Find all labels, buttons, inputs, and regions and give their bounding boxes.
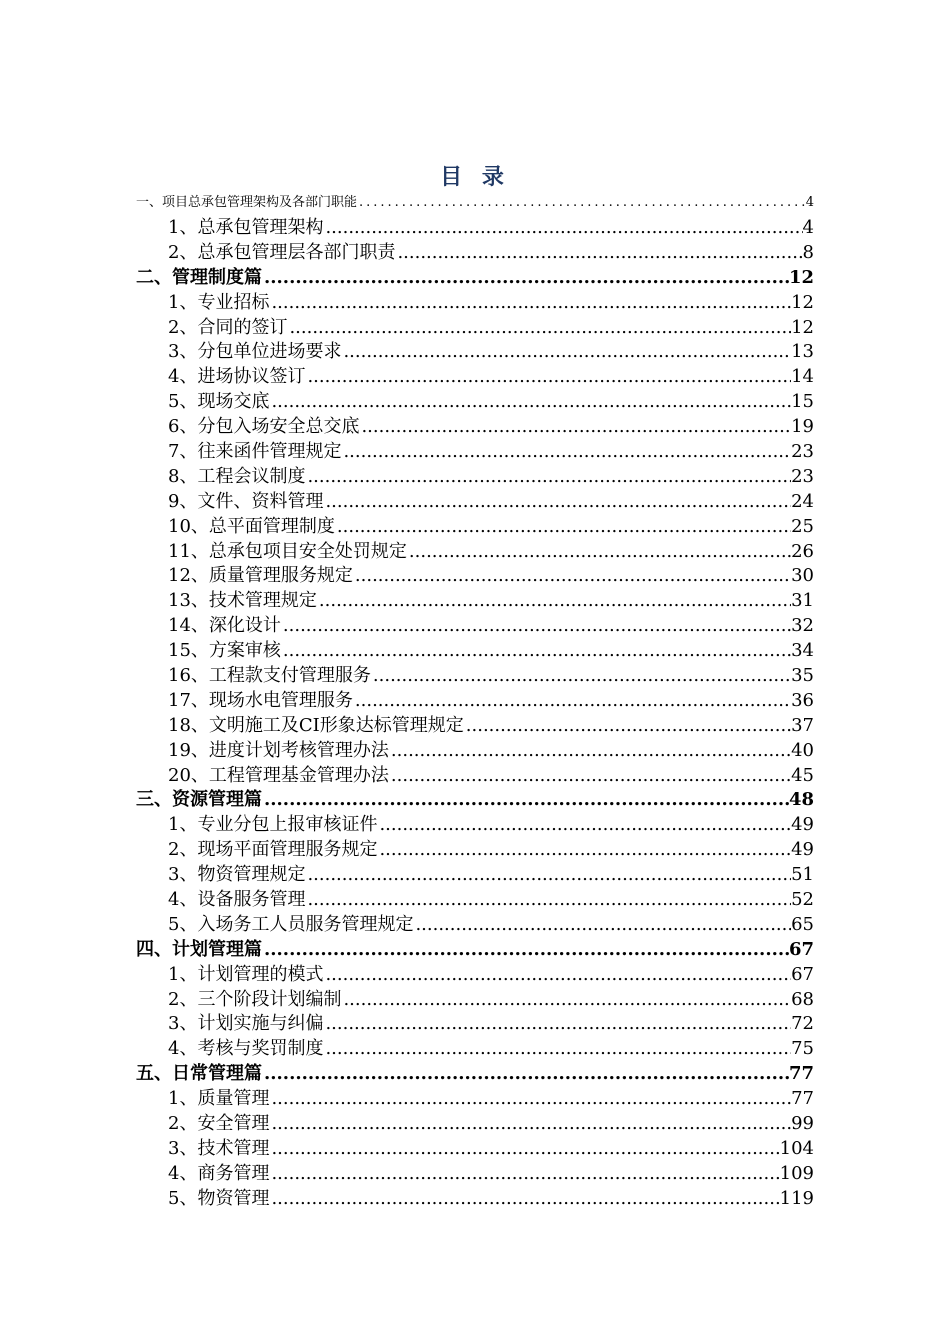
toc-entry-label: 1、计划管理的模式 — [168, 963, 324, 985]
toc-entry-page-number: 49 — [791, 814, 814, 836]
toc-entry[interactable] — [136, 1013, 814, 1038]
toc-entry-page-number: 14 — [791, 366, 814, 388]
toc-entry-label: 五、日常管理篇 — [136, 1063, 262, 1085]
toc-entry-page-number: 75 — [791, 1038, 814, 1060]
toc-entry-label: 5、现场交底 — [168, 391, 270, 413]
dot-leader — [464, 714, 791, 739]
toc-entry-label: 3、技术管理 — [168, 1137, 270, 1159]
toc-entry-label: 7、往来函件管理规定 — [168, 441, 342, 462]
toc-entry[interactable] — [136, 390, 814, 415]
dot-leader — [395, 241, 802, 266]
toc-entry-page-number: 34 — [791, 640, 814, 662]
toc-entry-page-number: 23 — [791, 441, 814, 462]
toc-entry-page-number: 30 — [791, 565, 814, 587]
toc-entry-label: 5、物资管理 — [168, 1187, 270, 1209]
dot-leader — [323, 490, 791, 515]
dot-leader — [335, 515, 791, 540]
dot-leader — [305, 888, 791, 913]
toc-entry[interactable] — [136, 1187, 814, 1212]
dot-leader — [407, 540, 791, 565]
toc-entry[interactable] — [136, 739, 814, 764]
dot-leader — [281, 614, 791, 639]
toc-entry-page-number: 67 — [791, 963, 814, 985]
dot-leader — [353, 564, 791, 589]
dot-leader — [413, 913, 791, 938]
toc-entry-page-number: 4 — [802, 216, 814, 238]
toc-entry-label: 2、安全管理 — [168, 1113, 270, 1135]
toc-entry-label: 4、商务管理 — [168, 1162, 270, 1184]
toc-entry-page-number: 26 — [791, 540, 814, 562]
dot-leader — [389, 764, 791, 789]
dot-leader — [262, 1062, 789, 1087]
toc-entry-page-number: 40 — [791, 739, 814, 761]
dot-leader — [377, 813, 791, 838]
toc-entry-label: 2、三个阶段计划编制 — [168, 988, 342, 1010]
toc-entry-label: 12、质量管理服务规定 — [168, 565, 353, 587]
toc-entry[interactable] — [136, 190, 814, 216]
toc-entry-label: 13、技术管理规定 — [168, 590, 317, 612]
toc-entry[interactable] — [136, 1037, 814, 1062]
toc-entry-page-number: 119 — [779, 1187, 814, 1209]
toc-entry-page-number: 35 — [791, 665, 814, 687]
toc-entry-page-number: 19 — [791, 416, 814, 438]
toc-entry[interactable] — [136, 340, 814, 365]
toc-entry-label: 4、设备服务管理 — [168, 889, 306, 911]
toc-entry[interactable] — [136, 888, 814, 913]
toc-entry[interactable] — [136, 838, 814, 863]
toc-entry[interactable] — [136, 813, 814, 838]
toc-entry[interactable] — [136, 540, 814, 565]
dot-leader — [317, 589, 791, 614]
toc-entry-page-number: 52 — [791, 889, 814, 911]
dot-leader — [341, 988, 791, 1013]
toc-entry-page-number: 12 — [791, 316, 814, 338]
toc-entry[interactable] — [136, 490, 814, 515]
toc-entry[interactable] — [136, 689, 814, 714]
toc-entry-page-number: 12 — [791, 291, 814, 313]
toc-entry[interactable] — [136, 415, 814, 440]
toc-entry-page-number: 48 — [788, 789, 814, 811]
toc-entry-label: 3、计划实施与纠偏 — [168, 1013, 324, 1035]
toc-entry-label: 1、质量管理 — [168, 1088, 270, 1110]
toc-entry[interactable] — [136, 714, 814, 739]
toc-entry-label: 3、分包单位进场要求 — [168, 341, 342, 363]
dot-leader — [269, 1112, 791, 1137]
toc-entry-label: 17、现场水电管理服务 — [168, 689, 353, 711]
toc-entry[interactable] — [136, 316, 814, 341]
toc-entry-label: 2、现场平面管理服务规定 — [168, 839, 378, 861]
toc-entry-label: 3、物资管理规定 — [168, 864, 306, 886]
toc-entry[interactable] — [136, 863, 814, 888]
toc-title: 目 录 — [440, 164, 510, 190]
toc-entry[interactable] — [136, 241, 814, 266]
toc-entry-page-number: 99 — [791, 1113, 814, 1135]
toc-entry-page-number: 77 — [791, 1088, 814, 1110]
dot-leader — [341, 440, 791, 465]
dot-leader — [341, 340, 791, 365]
toc-entry[interactable] — [136, 938, 814, 963]
toc-entry[interactable] — [136, 291, 814, 316]
toc-entry-page-number: 45 — [791, 764, 814, 786]
toc-entry-label: 18、文明施工及CI形象达标管理规定 — [168, 714, 464, 736]
dot-leader — [262, 266, 789, 291]
toc-entry-page-number: 49 — [791, 839, 814, 861]
toc-entry[interactable] — [136, 1162, 814, 1187]
toc-entry[interactable] — [136, 465, 814, 490]
dot-leader — [377, 838, 791, 863]
toc-entry-label: 15、方案审核 — [168, 640, 281, 662]
toc-entry-page-number: 51 — [791, 864, 814, 886]
toc-entry[interactable] — [136, 764, 814, 789]
dot-leader — [359, 415, 791, 440]
dot-leader — [269, 390, 791, 415]
toc-entry[interactable] — [136, 440, 814, 465]
toc-entry-page-number: 65 — [791, 913, 814, 935]
dot-leader — [269, 1137, 779, 1162]
toc-entry-label: 2、总承包管理层各部门职责 — [168, 241, 396, 263]
toc-entry-page-number: 36 — [791, 689, 814, 711]
toc-entry-page-number: 67 — [788, 938, 814, 960]
toc-entry[interactable] — [136, 216, 814, 241]
dot-leader — [323, 963, 791, 988]
dot-leader — [323, 1013, 791, 1038]
toc-entry-page-number: 15 — [791, 391, 814, 413]
dot-leader — [305, 863, 791, 888]
toc-entry[interactable] — [136, 614, 814, 639]
toc-entry[interactable] — [136, 963, 814, 988]
toc-entry-label: 二、管理制度篇 — [136, 266, 262, 288]
toc-entry-label: 19、进度计划考核管理办法 — [168, 739, 389, 761]
toc-entry-label: 4、进场协议签订 — [168, 366, 306, 388]
dot-leader — [323, 1037, 791, 1062]
toc-entry-page-number: 72 — [791, 1013, 814, 1035]
toc-entry-page-number: 32 — [791, 615, 814, 637]
dot-leader — [389, 739, 791, 764]
toc-entry[interactable] — [136, 988, 814, 1013]
toc-entry-page-number: 25 — [791, 515, 814, 537]
dot-leader — [262, 788, 789, 813]
dot-leader — [269, 1187, 779, 1212]
toc-entry[interactable] — [136, 266, 814, 291]
toc-entry[interactable] — [136, 564, 814, 589]
dot-leader — [269, 291, 791, 316]
toc-entry[interactable] — [136, 639, 814, 664]
toc-entry-page-number: 24 — [791, 490, 814, 512]
dot-leader — [305, 365, 791, 390]
toc-entry-page-number: 68 — [791, 988, 814, 1010]
dot-leader — [287, 316, 791, 341]
toc-entry[interactable] — [136, 913, 814, 938]
toc-entry-label: 10、总平面管理制度 — [168, 515, 335, 537]
dot-leader — [353, 689, 791, 714]
toc-entry-page-number: 8 — [802, 241, 814, 263]
toc-entry[interactable] — [136, 1137, 814, 1162]
toc-entry-page-number: 77 — [788, 1063, 814, 1085]
dot-leader — [281, 639, 791, 664]
toc-entry-page-number: 31 — [791, 590, 814, 612]
toc-entry-page-number: 23 — [791, 465, 814, 487]
toc-entry-label: 11、总承包项目安全处罚规定 — [168, 540, 407, 562]
toc-entry-label: 1、专业招标 — [168, 291, 270, 313]
toc-entry-label: 5、入场务工人员服务管理规定 — [168, 913, 414, 935]
toc-entry-page-number: 104 — [779, 1137, 814, 1159]
toc-entry[interactable] — [136, 1112, 814, 1137]
toc-entry[interactable] — [136, 515, 814, 540]
toc-entry-label: 8、工程会议制度 — [168, 465, 306, 487]
toc-entry-label: 16、工程款支付管理服务 — [168, 665, 371, 687]
dot-leader — [269, 1162, 779, 1187]
toc-entry-label: 一、项目总承包管理架构及各部门职能 — [136, 195, 358, 210]
toc-entry-label: 四、计划管理篇 — [136, 938, 262, 960]
toc-entry-page-number: 37 — [791, 714, 814, 736]
toc-entry[interactable] — [136, 788, 814, 813]
toc-entry-label: 三、资源管理篇 — [136, 789, 262, 811]
toc-entry-label: 9、文件、资料管理 — [168, 490, 324, 512]
toc-entry[interactable] — [136, 1087, 814, 1112]
toc-entry-label: 6、分包入场安全总交底 — [168, 416, 360, 438]
toc-entry-label: 20、工程管理基金管理办法 — [168, 764, 389, 786]
toc-entry-page-number: 13 — [791, 341, 814, 363]
toc-entry-label: 1、总承包管理架构 — [168, 216, 324, 238]
toc-entry[interactable] — [136, 589, 814, 614]
toc-entry-page-number: 4 — [805, 195, 814, 210]
toc-entry[interactable] — [136, 1062, 814, 1087]
toc-entry-page-number: 12 — [788, 266, 814, 288]
dot-leader — [262, 938, 789, 963]
dot-leader — [371, 664, 791, 689]
dot-leader — [357, 190, 806, 216]
toc-entry-label: 2、合同的签订 — [168, 316, 288, 338]
toc-entry-label: 1、专业分包上报审核证件 — [168, 814, 378, 836]
toc-entry[interactable] — [136, 365, 814, 390]
table-of-contents — [136, 190, 814, 1212]
toc-entry-label: 4、考核与奖罚制度 — [168, 1038, 324, 1060]
dot-leader — [323, 216, 802, 241]
dot-leader — [305, 465, 791, 490]
toc-entry-page-number: 109 — [779, 1162, 814, 1184]
toc-entry[interactable] — [136, 664, 814, 689]
dot-leader — [269, 1087, 791, 1112]
toc-entry-label: 14、深化设计 — [168, 615, 281, 637]
